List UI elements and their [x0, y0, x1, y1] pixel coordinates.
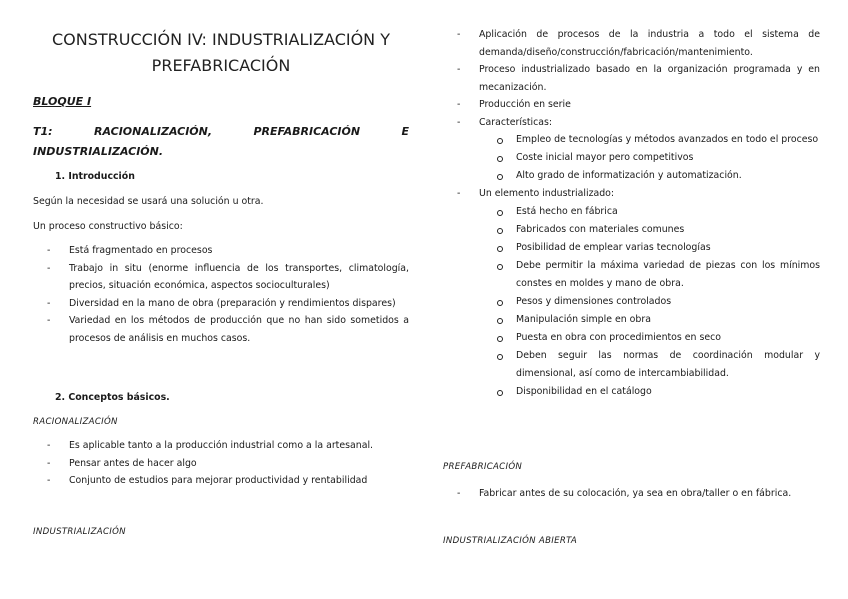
list-item: Coste inicial mayor pero competitivos — [479, 149, 820, 167]
caracteristicas-list — [479, 131, 820, 185]
intro-paragraph-1: Según la necesidad se usará una solución u otra. — [33, 196, 264, 207]
list-item: - Conjunto de estudios para mejorar productividad y rentabilidad — [33, 472, 409, 490]
list-item: - Aplicación de procesos de la industria a todo el sistema de demanda/diseño/construcción/fabricación/mantenimiento. — [443, 26, 820, 61]
industrializacion-heading: INDUSTRIALIZACIÓN — [33, 527, 126, 537]
list-item: - Diversidad en la mano de obra (preparación y rendimientos dispares) — [33, 295, 409, 313]
section-2-heading: 2. Conceptos básicos. — [55, 392, 170, 403]
list-item: Debe permitir la máxima variedad de piezas con los mínimos constes en moldes y mano de obra. — [479, 257, 820, 293]
racionalizacion-list — [33, 437, 409, 490]
proceso-list — [33, 242, 409, 347]
list-item: - Variedad en los métodos de producción que no han sido sometidos a procesos de análisis en muchos casos. — [33, 312, 409, 347]
list-item: - Fabricar antes de su colocación, ya sea en obra/taller o en fábrica. — [443, 485, 820, 503]
list-item: Puesta en obra con procedimientos en seco — [479, 329, 820, 347]
list-item: Empleo de tecnologías y métodos avanzados en todo el proceso — [479, 131, 820, 149]
list-item: Deben seguir las normas de coordinación modular y dimensional, así como de intercambiabilidad. — [479, 347, 820, 383]
list-item — [443, 185, 820, 401]
list-item: - Está fragmentado en procesos — [33, 242, 409, 260]
list-item — [443, 114, 820, 186]
list-item: Manipulación simple en obra — [479, 311, 820, 329]
prefabricacion-list — [443, 485, 820, 503]
section-1-heading: 1. Introducción — [55, 171, 135, 182]
industrializacion-abierta-heading: INDUSTRIALIZACIÓN ABIERTA — [443, 536, 578, 546]
list-item: Posibilidad de emplear varias tecnologías — [479, 239, 820, 257]
list-item: Fabricados con materiales comunes — [479, 221, 820, 239]
bloque-heading: BLOQUE I — [33, 95, 92, 108]
racionalizacion-heading: RACIONALIZACIÓN — [33, 417, 118, 427]
prefabricacion-heading: PREFABRICACIÓN — [443, 462, 523, 472]
intro-paragraph-2: Un proceso constructivo básico: — [33, 221, 183, 232]
list-item: - Es aplicable tanto a la producción industrial como a la artesanal. — [33, 437, 409, 455]
title-line-2: PREFABRICACIÓN — [151, 56, 291, 75]
elemento-list — [479, 203, 820, 401]
title-line-1: CONSTRUCCIÓN IV: INDUSTRIALIZACIÓN Y — [51, 30, 391, 49]
list-item: Está hecho en fábrica — [479, 203, 820, 221]
list-item: - Pensar antes de hacer algo — [33, 455, 409, 473]
caracteristicas-label: Características: — [479, 116, 553, 128]
document-title — [33, 27, 409, 79]
list-item: - Proceso industrializado basado en la organización programada y en mecanización. — [443, 61, 820, 96]
industrializacion-list — [443, 26, 820, 401]
list-item: - Producción en serie — [443, 96, 820, 114]
list-item: Pesos y dimensiones controlados — [479, 293, 820, 311]
list-item: Disponibilidad en el catálogo — [479, 383, 820, 401]
elemento-industrializado-label: Un elemento industrializado: — [479, 188, 615, 199]
list-item: - Trabajo in situ (enorme influencia de los transportes, climatología, precios, situación económica, aspectos socioculturales) — [33, 260, 409, 295]
list-item: Alto grado de informatización y automatización. — [479, 167, 820, 185]
topic-heading: T1: RACIONALIZACIÓN, PREFABRICACIÓN E INDUSTRIALIZACIÓN. — [33, 125, 409, 158]
